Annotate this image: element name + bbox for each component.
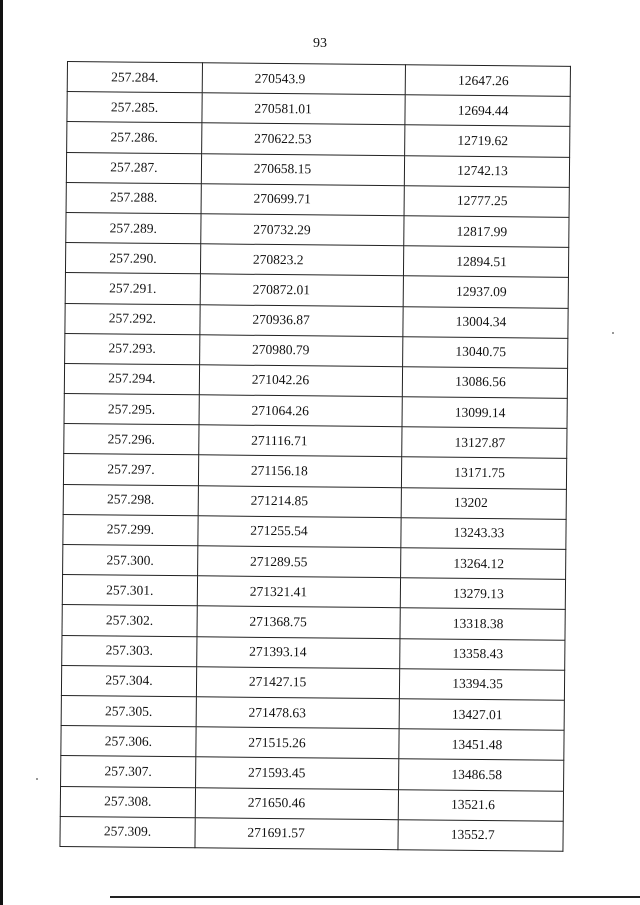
y-coordinate-cell: 13318.38 (400, 608, 565, 640)
x-coordinate-cell: 271214.85 (198, 485, 402, 517)
x-coordinate-cell: 270980.79 (199, 334, 403, 366)
table-row (63, 544, 566, 579)
y-coordinate-cell: 13127.87 (402, 427, 567, 459)
y-coordinate-cell: 13243.33 (401, 518, 566, 550)
y-coordinate-cell: 13394.35 (400, 668, 565, 700)
y-coordinate-cell: 13004.34 (403, 306, 568, 338)
table-row (65, 243, 568, 278)
y-coordinate-cell: 12937.09 (403, 276, 568, 308)
x-coordinate-cell: 271116.71 (199, 425, 403, 457)
x-coordinate-cell: 271593.45 (195, 757, 399, 789)
x-coordinate-cell: 271515.26 (196, 727, 400, 759)
y-coordinate-cell: 13486.58 (399, 759, 564, 791)
table-row (63, 514, 566, 549)
y-coordinate-cell: 12777.25 (404, 185, 569, 217)
y-coordinate-cell: 13202 (401, 487, 566, 519)
point-number-cell: 257.289. (66, 212, 201, 243)
x-coordinate-cell: 270581.01 (202, 93, 406, 125)
x-coordinate-cell: 270872.01 (200, 274, 404, 306)
table-row (66, 182, 569, 217)
x-coordinate-cell: 270699.71 (201, 184, 405, 216)
x-coordinate-cell: 271650.46 (195, 787, 399, 819)
table-row (64, 363, 567, 398)
point-number-cell: 257.288. (66, 182, 201, 213)
y-coordinate-cell: 13427.01 (399, 699, 564, 731)
x-coordinate-cell: 270823.2 (200, 244, 404, 276)
y-coordinate-cell: 13279.13 (400, 578, 565, 610)
x-coordinate-cell: 270622.53 (201, 123, 405, 155)
table-row (62, 635, 565, 670)
y-coordinate-cell: 13171.75 (402, 457, 567, 489)
point-number-cell: 257.304. (61, 665, 196, 696)
x-coordinate-cell: 271321.41 (197, 576, 401, 608)
table-row (61, 726, 564, 761)
table-row (64, 424, 567, 459)
point-number-cell: 257.284. (67, 62, 202, 93)
point-number-cell: 257.295. (64, 394, 199, 425)
x-coordinate-cell: 270543.9 (202, 63, 406, 95)
y-coordinate-cell: 13040.75 (403, 336, 568, 368)
y-coordinate-cell: 12817.99 (404, 216, 569, 248)
point-number-cell: 257.306. (61, 726, 196, 757)
point-number-cell: 257.293. (65, 333, 200, 364)
x-coordinate-cell: 271393.14 (197, 636, 401, 668)
y-coordinate-cell: 13552.7 (398, 819, 563, 851)
table-row (67, 92, 570, 127)
point-number-cell: 257.300. (63, 544, 198, 575)
coordinates-table (59, 61, 571, 852)
table-row (64, 394, 567, 429)
point-number-cell: 257.302. (62, 605, 197, 636)
x-coordinate-cell: 271064.26 (199, 395, 403, 427)
point-number-cell: 257.286. (67, 122, 202, 153)
y-coordinate-cell: 12694.44 (405, 95, 570, 127)
table-row (62, 575, 565, 610)
point-number-cell: 257.303. (62, 635, 197, 666)
x-coordinate-cell: 271427.15 (196, 667, 400, 699)
point-number-cell: 257.285. (67, 92, 202, 123)
scan-edge (0, 0, 3, 905)
x-coordinate-cell: 271156.18 (198, 455, 402, 487)
x-coordinate-cell: 270936.87 (200, 304, 404, 336)
point-number-cell: 257.309. (60, 816, 195, 847)
table-row (60, 816, 563, 851)
table-row (65, 333, 568, 368)
x-coordinate-cell: 271478.63 (196, 697, 400, 729)
x-coordinate-cell: 271042.26 (199, 365, 403, 397)
table-row (65, 303, 568, 338)
scan-speck (36, 778, 38, 780)
y-coordinate-cell: 13264.12 (401, 548, 566, 580)
point-number-cell: 257.299. (63, 514, 198, 545)
point-number-cell: 257.292. (65, 303, 200, 334)
table-body (60, 62, 571, 852)
point-number-cell: 257.305. (61, 695, 196, 726)
y-coordinate-cell: 12894.51 (404, 246, 569, 278)
x-coordinate-cell: 270732.29 (201, 214, 405, 246)
bottom-scan-line (110, 896, 640, 898)
table-row (66, 152, 569, 187)
point-number-cell: 257.297. (63, 454, 198, 485)
table-row (67, 62, 570, 97)
point-number-cell: 257.301. (62, 575, 197, 606)
point-number-cell: 257.294. (64, 363, 199, 394)
x-coordinate-cell: 270658.15 (201, 153, 405, 185)
x-coordinate-cell: 271691.57 (195, 817, 399, 849)
table-row (66, 212, 569, 247)
table-row (62, 605, 565, 640)
scan-speck (612, 332, 614, 334)
y-coordinate-cell: 13099.14 (402, 397, 567, 429)
point-number-cell: 257.308. (60, 786, 195, 817)
point-number-cell: 257.287. (66, 152, 201, 183)
point-number-cell: 257.290. (65, 243, 200, 274)
table-row (63, 484, 566, 519)
x-coordinate-cell: 271255.54 (198, 516, 402, 548)
table-row (67, 122, 570, 157)
y-coordinate-cell: 12719.62 (405, 125, 570, 157)
x-coordinate-cell: 271368.75 (197, 606, 401, 638)
y-coordinate-cell: 12647.26 (405, 65, 570, 97)
point-number-cell: 257.291. (65, 273, 200, 304)
y-coordinate-cell: 13451.48 (399, 729, 564, 761)
point-number-cell: 257.298. (63, 484, 198, 515)
y-coordinate-cell: 13521.6 (398, 789, 563, 821)
table-row (61, 695, 564, 730)
table-row (61, 665, 564, 700)
point-number-cell: 257.307. (61, 756, 196, 787)
table-row (61, 756, 564, 791)
table-row (60, 786, 563, 821)
page-number: 93 (313, 36, 327, 51)
table-row (63, 454, 566, 489)
y-coordinate-cell: 13358.43 (400, 638, 565, 670)
y-coordinate-cell: 12742.13 (405, 155, 570, 187)
point-number-cell: 257.296. (64, 424, 199, 455)
y-coordinate-cell: 13086.56 (402, 367, 567, 399)
x-coordinate-cell: 271289.55 (197, 546, 401, 578)
coordinates-table-wrapper (59, 61, 571, 852)
table-row (65, 273, 568, 308)
